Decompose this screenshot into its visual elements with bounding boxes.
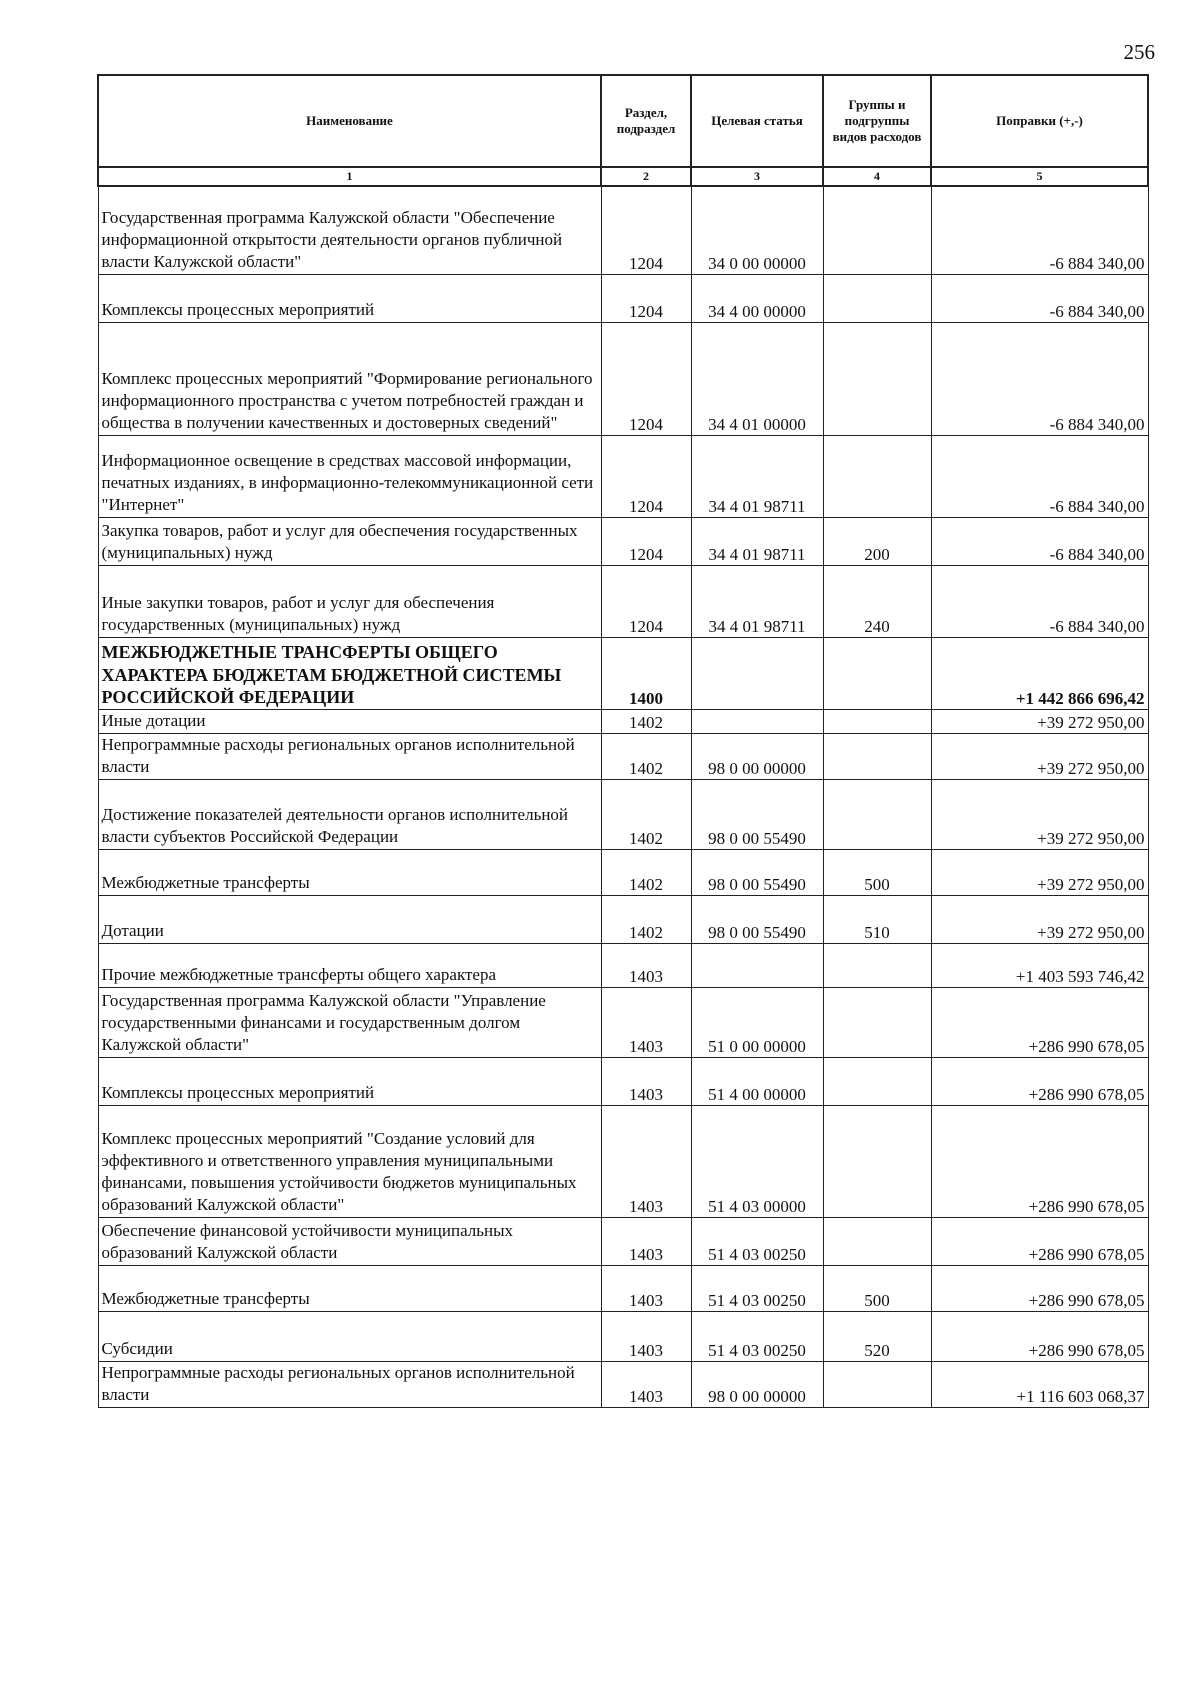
row-expense-group <box>823 1057 931 1105</box>
table-row <box>98 637 1148 709</box>
row-section: 1403 <box>601 1105 691 1217</box>
table-row <box>98 1311 1148 1361</box>
row-expense-group: 520 <box>823 1311 931 1361</box>
row-section: 1403 <box>601 1057 691 1105</box>
header-name: Наименование <box>98 75 601 167</box>
row-section: 1403 <box>601 1265 691 1311</box>
table-row <box>98 435 1148 517</box>
row-target-code: 34 4 01 98711 <box>691 435 823 517</box>
row-amount: +286 990 678,05 <box>931 1265 1148 1311</box>
row-target-code: 34 4 01 98711 <box>691 517 823 565</box>
row-target-code: 98 0 00 55490 <box>691 849 823 895</box>
row-expense-group <box>823 1217 931 1265</box>
row-name: Прочие межбюджетные трансферты общего характера <box>98 943 601 987</box>
row-expense-group <box>823 709 931 733</box>
table-row <box>98 274 1148 322</box>
table-row <box>98 186 1148 274</box>
row-name: Достижение показателей деятельности органов исполнительной власти субъектов Российской Федерации <box>98 779 601 849</box>
table-row <box>98 895 1148 943</box>
row-name: Непрограммные расходы региональных органов исполнительной власти <box>98 733 601 779</box>
row-name: Комплекс процессных мероприятий "Формирование регионального информационного пространства с учетом потребностей граждан и общества в получении качественных и достоверных сведений" <box>98 322 601 435</box>
row-amount: -6 884 340,00 <box>931 565 1148 637</box>
row-amount: +39 272 950,00 <box>931 849 1148 895</box>
row-expense-group <box>823 186 931 274</box>
row-section: 1403 <box>601 1217 691 1265</box>
row-target-code <box>691 943 823 987</box>
row-target-code <box>691 637 823 709</box>
row-target-code <box>691 709 823 733</box>
row-name: Государственная программа Калужской области "Обеспечение информационной открытости деятельности органов публичной власти Калужской области" <box>98 186 601 274</box>
table-header-row <box>98 75 1148 167</box>
row-target-code: 51 4 03 00000 <box>691 1105 823 1217</box>
row-section: 1204 <box>601 435 691 517</box>
row-expense-group <box>823 733 931 779</box>
row-amount: +1 116 603 068,37 <box>931 1361 1148 1407</box>
row-target-code: 34 4 01 00000 <box>691 322 823 435</box>
row-name: МЕЖБЮДЖЕТНЫЕ ТРАНСФЕРТЫ ОБЩЕГО ХАРАКТЕРА БЮДЖЕТАМ БЮДЖЕТНОЙ СИСТЕМЫ РОССИЙСКОЙ ФЕДЕРАЦИИ <box>98 637 601 709</box>
row-target-code: 98 0 00 55490 <box>691 779 823 849</box>
row-amount: +39 272 950,00 <box>931 895 1148 943</box>
table-row <box>98 733 1148 779</box>
row-amount: -6 884 340,00 <box>931 517 1148 565</box>
row-amount: +286 990 678,05 <box>931 1057 1148 1105</box>
row-amount: +1 442 866 696,42 <box>931 637 1148 709</box>
header-section: Раздел, подраздел <box>601 75 691 167</box>
row-expense-group <box>823 943 931 987</box>
row-name: Информационное освещение в средствах массовой информации, печатных изданиях, в информационно-телекоммуникационной сети "Интернет" <box>98 435 601 517</box>
row-name: Комплекс процессных мероприятий "Создание условий для эффективного и ответственного управления муниципальными финансами, повышения устойчивости бюджетов муниципальных образований Калужской области" <box>98 1105 601 1217</box>
table-row <box>98 1265 1148 1311</box>
row-target-code: 34 4 00 00000 <box>691 274 823 322</box>
row-amount: +39 272 950,00 <box>931 779 1148 849</box>
row-name: Дотации <box>98 895 601 943</box>
row-section: 1402 <box>601 779 691 849</box>
row-target-code: 98 0 00 00000 <box>691 1361 823 1407</box>
row-target-code: 51 4 03 00250 <box>691 1217 823 1265</box>
row-section: 1403 <box>601 987 691 1057</box>
row-amount: -6 884 340,00 <box>931 274 1148 322</box>
row-expense-group: 240 <box>823 565 931 637</box>
row-expense-group: 510 <box>823 895 931 943</box>
table-row <box>98 1217 1148 1265</box>
budget-amendments-table <box>97 74 1149 1408</box>
row-section: 1402 <box>601 733 691 779</box>
row-expense-group <box>823 1361 931 1407</box>
row-expense-group <box>823 435 931 517</box>
row-target-code: 51 4 03 00250 <box>691 1311 823 1361</box>
row-target-code: 51 4 03 00250 <box>691 1265 823 1311</box>
table-row <box>98 987 1148 1057</box>
table-row <box>98 322 1148 435</box>
row-expense-group <box>823 322 931 435</box>
table-row <box>98 1105 1148 1217</box>
column-number: 2 <box>601 167 691 186</box>
column-number: 1 <box>98 167 601 186</box>
row-expense-group <box>823 1105 931 1217</box>
table-row <box>98 1057 1148 1105</box>
row-section: 1204 <box>601 517 691 565</box>
row-amount: -6 884 340,00 <box>931 322 1148 435</box>
row-name: Комплексы процессных мероприятий <box>98 1057 601 1105</box>
row-name: Обеспечение финансовой устойчивости муниципальных образований Калужской области <box>98 1217 601 1265</box>
table-row <box>98 779 1148 849</box>
row-expense-group <box>823 274 931 322</box>
row-section: 1403 <box>601 1311 691 1361</box>
row-name: Иные закупки товаров, работ и услуг для обеспечения государственных (муниципальных) нужд <box>98 565 601 637</box>
column-number: 4 <box>823 167 931 186</box>
row-amount: -6 884 340,00 <box>931 186 1148 274</box>
row-section: 1204 <box>601 322 691 435</box>
row-section: 1204 <box>601 274 691 322</box>
row-section: 1402 <box>601 709 691 733</box>
table-row <box>98 709 1148 733</box>
row-name: Иные дотации <box>98 709 601 733</box>
column-number-row <box>98 167 1148 186</box>
table-row <box>98 943 1148 987</box>
row-section: 1204 <box>601 186 691 274</box>
row-section: 1402 <box>601 849 691 895</box>
row-target-code: 34 4 01 98711 <box>691 565 823 637</box>
row-section: 1403 <box>601 943 691 987</box>
header-amount: Поправки (+,-) <box>931 75 1148 167</box>
table-row <box>98 1361 1148 1407</box>
row-target-code: 98 0 00 00000 <box>691 733 823 779</box>
row-amount: +286 990 678,05 <box>931 1217 1148 1265</box>
row-amount: +39 272 950,00 <box>931 709 1148 733</box>
column-number: 3 <box>691 167 823 186</box>
row-name: Государственная программа Калужской области "Управление государственными финансами и государственным долгом Калужской области" <box>98 987 601 1057</box>
header-groups: Группы и подгруппы видов расходов <box>823 75 931 167</box>
row-expense-group <box>823 987 931 1057</box>
row-section: 1403 <box>601 1361 691 1407</box>
header-target: Целевая статья <box>691 75 823 167</box>
row-amount: +286 990 678,05 <box>931 1311 1148 1361</box>
row-section: 1400 <box>601 637 691 709</box>
row-name: Закупка товаров, работ и услуг для обеспечения государственных (муниципальных) нужд <box>98 517 601 565</box>
row-amount: +1 403 593 746,42 <box>931 943 1148 987</box>
page-number: 256 <box>1123 40 1155 64</box>
row-amount: -6 884 340,00 <box>931 435 1148 517</box>
column-number: 5 <box>931 167 1148 186</box>
row-target-code: 51 0 00 00000 <box>691 987 823 1057</box>
row-name: Непрограммные расходы региональных органов исполнительной власти <box>98 1361 601 1407</box>
row-expense-group: 500 <box>823 849 931 895</box>
row-name: Межбюджетные трансферты <box>98 1265 601 1311</box>
table-row <box>98 849 1148 895</box>
table-row <box>98 565 1148 637</box>
row-name: Комплексы процессных мероприятий <box>98 274 601 322</box>
row-target-code: 34 0 00 00000 <box>691 186 823 274</box>
row-target-code: 51 4 00 00000 <box>691 1057 823 1105</box>
row-name: Межбюджетные трансферты <box>98 849 601 895</box>
row-name: Субсидии <box>98 1311 601 1361</box>
row-expense-group: 200 <box>823 517 931 565</box>
row-expense-group <box>823 779 931 849</box>
row-section: 1402 <box>601 895 691 943</box>
row-amount: +286 990 678,05 <box>931 1105 1148 1217</box>
row-section: 1204 <box>601 565 691 637</box>
row-expense-group: 500 <box>823 1265 931 1311</box>
row-amount: +39 272 950,00 <box>931 733 1148 779</box>
table-row <box>98 517 1148 565</box>
row-expense-group <box>823 637 931 709</box>
row-target-code: 98 0 00 55490 <box>691 895 823 943</box>
row-amount: +286 990 678,05 <box>931 987 1148 1057</box>
table-body <box>98 186 1148 1407</box>
